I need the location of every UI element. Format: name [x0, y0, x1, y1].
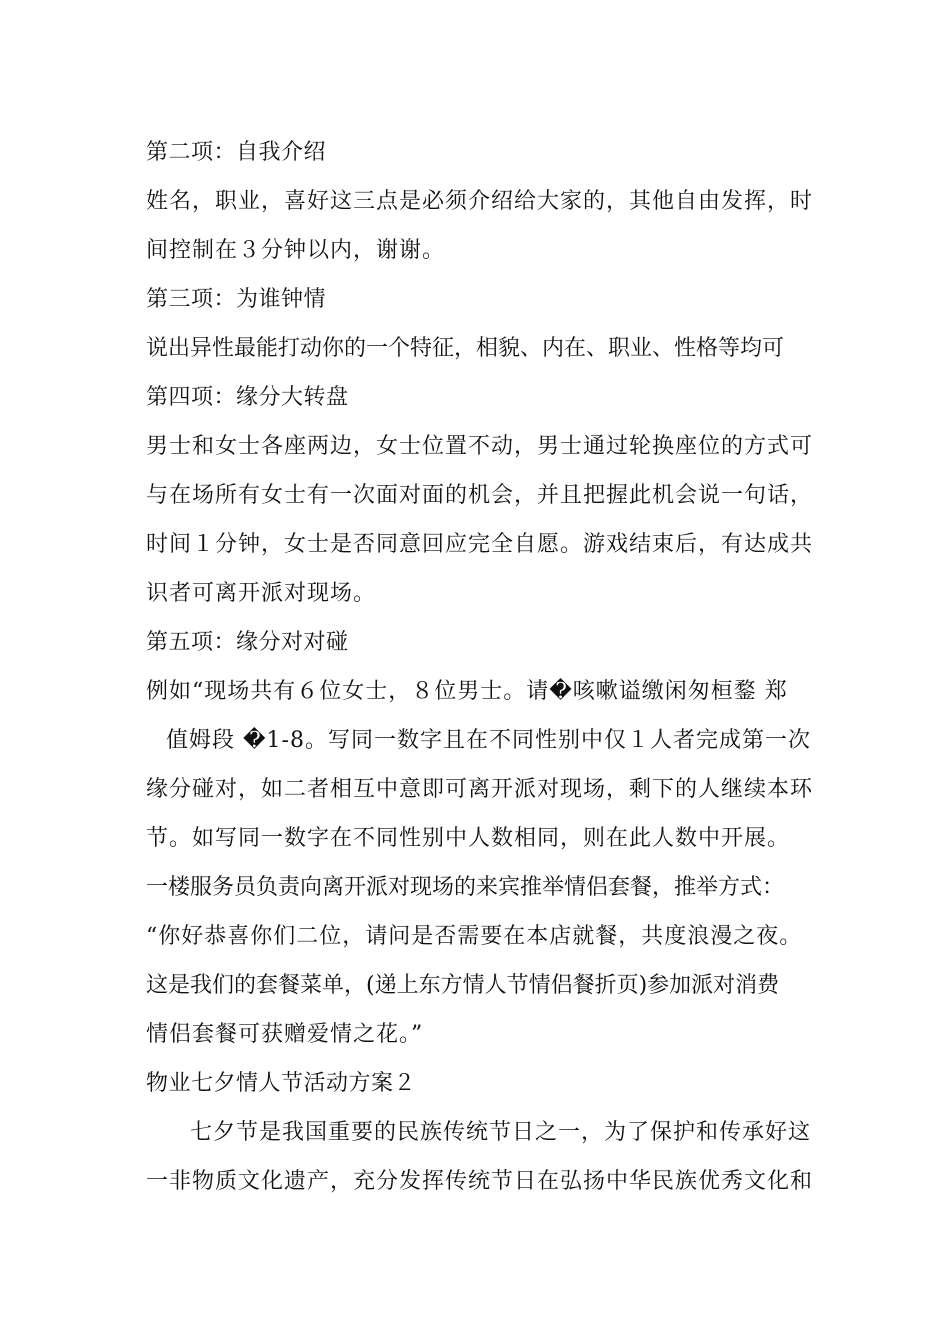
section-heading-self-intro: 第二项：自我介绍	[146, 140, 327, 165]
paragraph-line: 识者可离开派对现场。	[146, 581, 377, 606]
section-heading-for-whom: 第三项：为谁钟情	[146, 287, 327, 312]
paragraph-line: “你好恭喜你们二位，请问是否需要在本店就餐，共度浪漫之夜。	[146, 924, 803, 949]
paragraph-line: 情侣套餐可获赠爱情之花。”	[146, 1022, 424, 1047]
paragraph-line: 例如“现场共有６位女士，８位男士。请�咳嗽谥缴闲匆桓鍪 郑	[146, 679, 788, 704]
paragraph-line: 这是我们的套餐菜单，(递上东方情人节情侣餐折页)参加派对消费	[146, 973, 780, 998]
section-heading-wheel: 第四项：缘分大转盘	[146, 385, 349, 410]
section-heading-match: 第五项：缘分对对碰	[146, 630, 349, 655]
paragraph-line: 节。如写同一数字在不同性别中人数相同，则在此人数中开展。	[146, 826, 791, 851]
paragraph-line: 值姆段 �1-8。写同一数字且在不同性别中仅１人者完成第一次	[166, 728, 811, 753]
paragraph-line: 间控制在３分钟以内，谢谢。	[146, 238, 446, 263]
paragraph-line: 时间１分钟，女士是否同意回应完全自愿。游戏结束后，有达成共	[146, 532, 814, 557]
paragraph-line: 一非物质文化遗产，充分发挥传统节日在弘扬中华民族优秀文化和	[146, 1169, 814, 1194]
document-body	[146, 128, 818, 1206]
paragraph-line: 姓名，职业，喜好这三点是必须介绍给大家的，其他自由发挥，时	[146, 189, 814, 214]
paragraph-line: 说出异性最能打动你的一个特征，相貌、内在、职业、性格等均可	[146, 336, 785, 361]
paragraph-line: 与在场所有女士有一次面对面的机会，并且把握此机会说一句话，	[146, 483, 814, 508]
paragraph-line: 缘分碰对，如二者相互中意即可离开派对现场，剩下的人继续本环	[146, 777, 814, 802]
section-heading-plan-2: 物业七夕情人节活动方案２	[146, 1071, 417, 1096]
paragraph-line: 七夕节是我国重要的民族传统节日之一，为了保护和传承好这	[190, 1120, 812, 1145]
paragraph-line: 男士和女士各座两边，女士位置不动，男士通过轮换座位的方式可	[146, 434, 814, 459]
paragraph-line: 一楼服务员负责向离开派对现场的来宾推举情侣套餐，推举方式：	[146, 875, 785, 900]
